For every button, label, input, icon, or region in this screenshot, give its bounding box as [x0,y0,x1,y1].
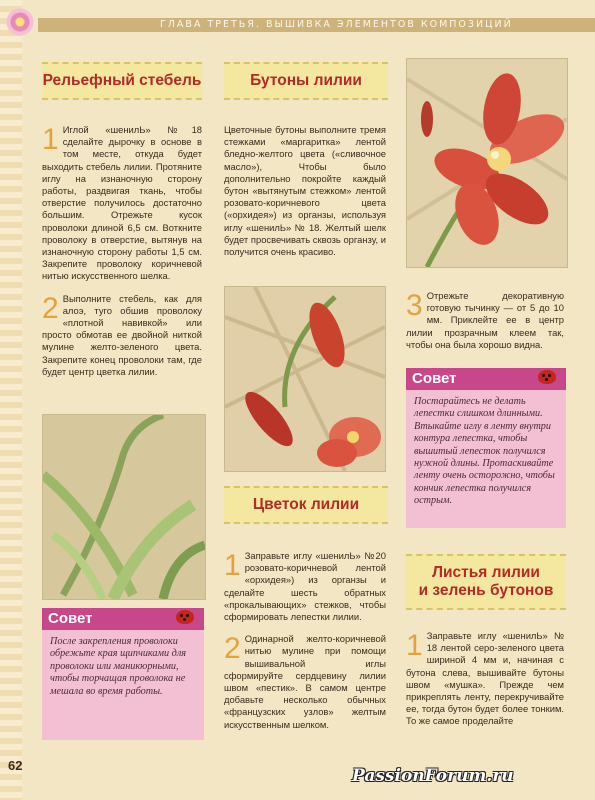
ladybug-icon [176,610,194,624]
step-number: 1 [42,123,59,156]
page-edge-stripe [0,0,22,800]
section-header-leaves [406,554,566,610]
tip-box [406,368,566,528]
section-title [419,564,554,600]
running-head: ГЛАВА ТРЕТЬЯ. ВЫШИВКА ЭЛЕМЕНТОВ КОМПОЗИЦИЙ [160,19,513,30]
step-text: Отрежьте декоративную готовую тычинку — от 5 до 10 мм. Приклейте ее в центр лилии прозрачным клеем так, чтобы она была хорошо видна. [406,290,564,350]
step-text: Иглой «шенилЬ» №18 сделайте дырочку в основе в том месте, откуда будет выходить стебель лилии. Протяните иглу на изнаночную сторону работы, раздвигая ткань, чтобы отверстие получилось достаточно большим. Отрежьте кусок проволоки длиной 6,5 см. Воткните проволоку в отверстие, вытянув на изнаночную сторону работы 1,5 см. Закрепите проволоку коричневой нитью искусственного шелка. [42,124,202,282]
step-number: 1 [406,629,423,662]
buds-paragraph: Цветочные бутоны выполните тремя стежками «маргаритка» лентой бледно-желтого цвета («сливочное масло»), Чтобы было дополнительно покройте каждый бутон «вытянутым стежком» лентой розовато-коричневого цвета («орхидея») из органзы, используя иглу «шенилЬ» № 18. Желтый шелк будет просвечивать сквозь органзу, и получится очень красиво. [224,124,386,258]
step-number: 2 [42,291,59,325]
page-number: 62 [8,758,23,773]
step-number: 3 [406,289,423,322]
flower-text [224,550,386,741]
watermark: PassionForum.ru [352,766,514,786]
section-header-flower [224,486,388,524]
running-head-bar [38,18,595,32]
section-header-stem [42,62,202,100]
tip-label: Совет [406,368,566,390]
section-title: Цветок лилии [252,496,360,514]
step-number: 1 [224,549,241,582]
step-text: Заправьте иглу «шенилЬ» №20 розовато-коричневой лентой «орхидея») из органзы и сделайте шесть обратных «прокалывающих» стежков, чтобы сформировать лепестки лилии. [224,550,386,623]
stem-text [42,124,202,388]
step-text: Выполните стебель, как для алоэ, туго обшив проволоку «плотной навивкой» или просто обмотав ее двойной ниткой мулине желто-зеленого цвета. Закрепите конец проволоки там, где будет центр цветка лилии. [42,292,202,377]
buds-embroidery-photo [224,286,386,472]
tip-text: Постарайтесь не делать лепестки слишком длинными. Втыкайте иглу в ленту внутри контура лепестка, чтобы вышитый лепесток получился нужной длины. Протаскивайте ленту очень осторожно, чтобы кончик лепестка получился острым. [414,396,555,507]
step-text: Одинарной желто-коричневой нитью мулине при помощи вышивальной иглы сформируйте сердцевину лилии швом «пестик». В самом центре добавьте несколько обычных «французских узлов» желтым искусственным шелком. [224,633,386,730]
flower-logo-icon [6,8,34,36]
step3-text [406,290,564,361]
title-line: и зелень бутонов [418,582,554,599]
title-line: Листья лилии [432,564,540,582]
step-text: Заправьте иглу «шенилЬ» № 18 лентой серо-зеленого цвета шириной 4 мм и, начиная с бутона слева, вышивайте бутоны швом «мушка». Прежде чем прикреплять ленту, перекручивайте ее, тогда бутон будет более тонким. То же самое проделайте [406,630,564,727]
section-title: Бутоны лилии [250,72,362,90]
section-header-buds [224,62,388,100]
ladybug-icon [538,370,556,384]
buds-text [224,124,386,268]
tip-label: Совет [42,608,204,630]
stem-embroidery-photo [42,414,206,600]
leaves-text [406,630,564,738]
step-number: 2 [224,632,241,666]
lily-embroidery-photo [406,58,568,268]
section-title: Рельефный стебель [42,72,202,90]
tip-text: После закрепления проволоки обрежьте края щипчиками для проволоки или маникюрными, чтобы торчащая проволока не мешала во время работы. [50,636,186,697]
tip-box [42,608,204,740]
